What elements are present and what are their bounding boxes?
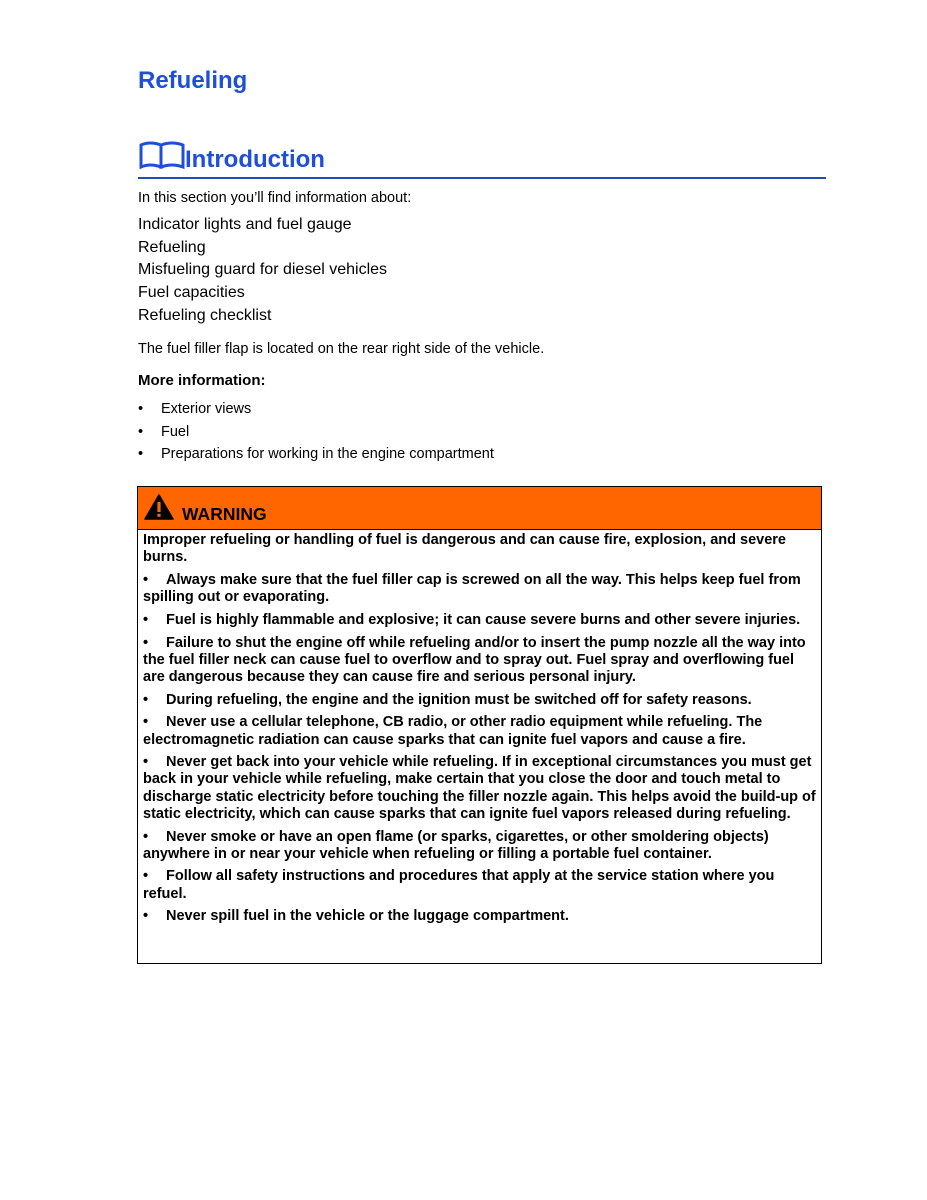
topic-item: Fuel capacities [138,284,245,302]
topic-item: Refueling [138,238,206,256]
bullet-icon: • [138,423,144,440]
section-header [138,136,826,179]
bullet-icon: • [138,401,144,417]
bullet-icon: • [138,446,144,462]
bullet-icon: • [143,714,149,731]
more-info-heading: More information: [138,372,266,389]
warning-lead: Improper refueling or handling of fuel is dangerous and can cause fire, explosion, and severe burns. [143,532,786,566]
topic-item: Misfueling guard for diesel vehicles [138,261,388,279]
warning-item: • Follow all safety instructions and procedures that apply at the service station where you refuel. [143,868,775,902]
bullet-icon: • [143,754,149,771]
more-info-item [138,421,494,444]
more-info-list [138,398,494,466]
bullet-icon: • [143,828,149,845]
warning-item: • During refueling, the engine and the ignition must be switched off for safety reasons. [143,691,752,708]
bullet-icon: • [143,868,149,885]
more-info-link[interactable]: Fuel [161,423,190,440]
bullet-icon: • [143,691,149,708]
intro-text: In this section you’ll find information about: [138,190,412,206]
more-info-item [138,443,494,466]
topic-item: Indicator lights and fuel gauge [138,216,352,233]
more-info-link[interactable]: Exterior views [161,401,252,417]
warning-item: • Always make sure that the fuel filler cap is screwed on all the way. This helps keep fuel from spilling out or evaporating. [143,571,801,606]
warning-header [138,487,821,530]
topic-list [138,214,387,327]
open-book-icon [138,140,186,170]
more-info-item [138,398,494,421]
section-title: Introduction [185,146,325,173]
warning-item: • Failure to shut the engine off while refueling and/or to insert the pump nozzle all the way into the fuel filler neck can cause fuel to overflow and to spray out. Fuel spray and overflowing fuel are dangerous because they can cause fire and serious personal injury. [143,634,806,685]
fuel-flap-location-text: The fuel filler flap is located on the rear right side of the vehicle. [138,341,545,357]
warning-item: • Never get back into your vehicle while refueling. If in exceptional circumstances you must get back in your vehicle while refueling, make certain that you close the door and touch metal to discharge static electricity before touching the filler nozzle again. This helps avoid the build-up of static electricity, which can cause sparks that can ignite fuel vapors released during refueling. [143,754,816,822]
warning-body [138,530,821,926]
warning-triangle-icon [144,494,174,520]
page-title: Refueling [138,67,248,94]
bullet-icon: • [143,908,149,925]
warning-item: • Never smoke or have an open flame (or sparks, cigarettes, or other smoldering objects) anywhere in or near your vehicle when refueling or filling a portable fuel container. [143,828,769,862]
bullet-icon: • [143,571,149,588]
bullet-icon: • [143,611,149,628]
warning-item: • Never use a cellular telephone, CB radio, or other radio equipment while refueling. The electromagnetic radiation can cause sparks that can ignite fuel vapors and cause a fire. [143,714,763,748]
bullet-icon: • [143,634,149,651]
warning-title: WARNING [182,504,267,524]
warning-box [137,486,822,964]
warning-item: • Fuel is highly flammable and explosive; it can cause severe burns and other severe injuries. [143,611,801,628]
topic-item: Refueling checklist [138,306,272,324]
more-info-link[interactable]: Preparations for working in the engine compartment [161,446,494,462]
warning-item: • Never spill fuel in the vehicle or the luggage compartment. [143,908,569,925]
